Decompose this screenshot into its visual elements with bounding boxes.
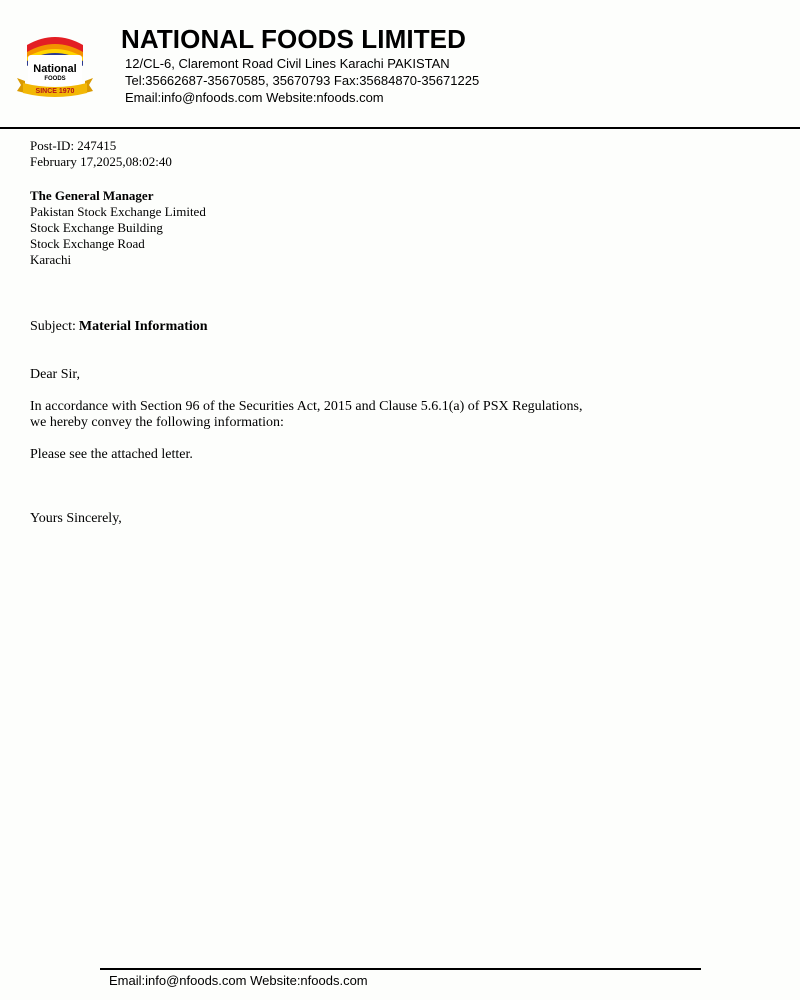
- company-email-website: Email:info@nfoods.com Website:nfoods.com: [125, 90, 384, 105]
- subject-label: Subject:: [30, 319, 76, 334]
- footer-divider: [100, 968, 701, 970]
- letter-datetime: February 17,2025,08:02:40: [30, 154, 172, 169]
- recipient-line: Stock Exchange Road: [30, 236, 145, 251]
- intro-line: In accordance with Section 96 of the Securities Act, 2015 and Clause 5.6.1(a) of PSX Regulations,: [30, 399, 583, 414]
- company-address: 12/CL-6, Claremont Road Civil Lines Karachi PAKISTAN: [125, 56, 450, 71]
- attachment-note: Please see the attached letter.: [30, 447, 193, 462]
- letter-meta: [30, 138, 172, 170]
- recipient-line: Pakistan Stock Exchange Limited: [30, 204, 206, 219]
- recipient-title: The General Manager: [30, 188, 154, 203]
- subject-line: [30, 318, 208, 336]
- recipient-line: Karachi: [30, 252, 72, 267]
- recipient-address-block: [30, 188, 206, 268]
- company-name: NATIONAL FOODS LIMITED: [121, 24, 466, 54]
- logo-sub-text: FOODS: [44, 76, 66, 82]
- intro-line: we hereby convey the following information:: [30, 415, 284, 430]
- logo-ribbon-text: SINCE 1970: [35, 88, 75, 95]
- footer-email-website: Email:info@nfoods.com Website:nfoods.com: [109, 973, 368, 988]
- letterhead: [0, 0, 800, 127]
- logo-brand-text: National: [33, 63, 77, 75]
- closing: Yours Sincerely,: [30, 511, 122, 526]
- post-id: Post-ID: 247415: [30, 138, 117, 153]
- national-foods-logo: [15, 31, 95, 101]
- salutation: Dear Sir,: [30, 367, 80, 382]
- header-divider: [0, 127, 800, 129]
- company-phone-fax: Tel:35662687-35670585, 35670793 Fax:35684870-35671225: [125, 73, 480, 88]
- recipient-line: Stock Exchange Building: [30, 220, 163, 235]
- subject-value: Material Information: [78, 319, 208, 334]
- intro-paragraph: [30, 399, 583, 431]
